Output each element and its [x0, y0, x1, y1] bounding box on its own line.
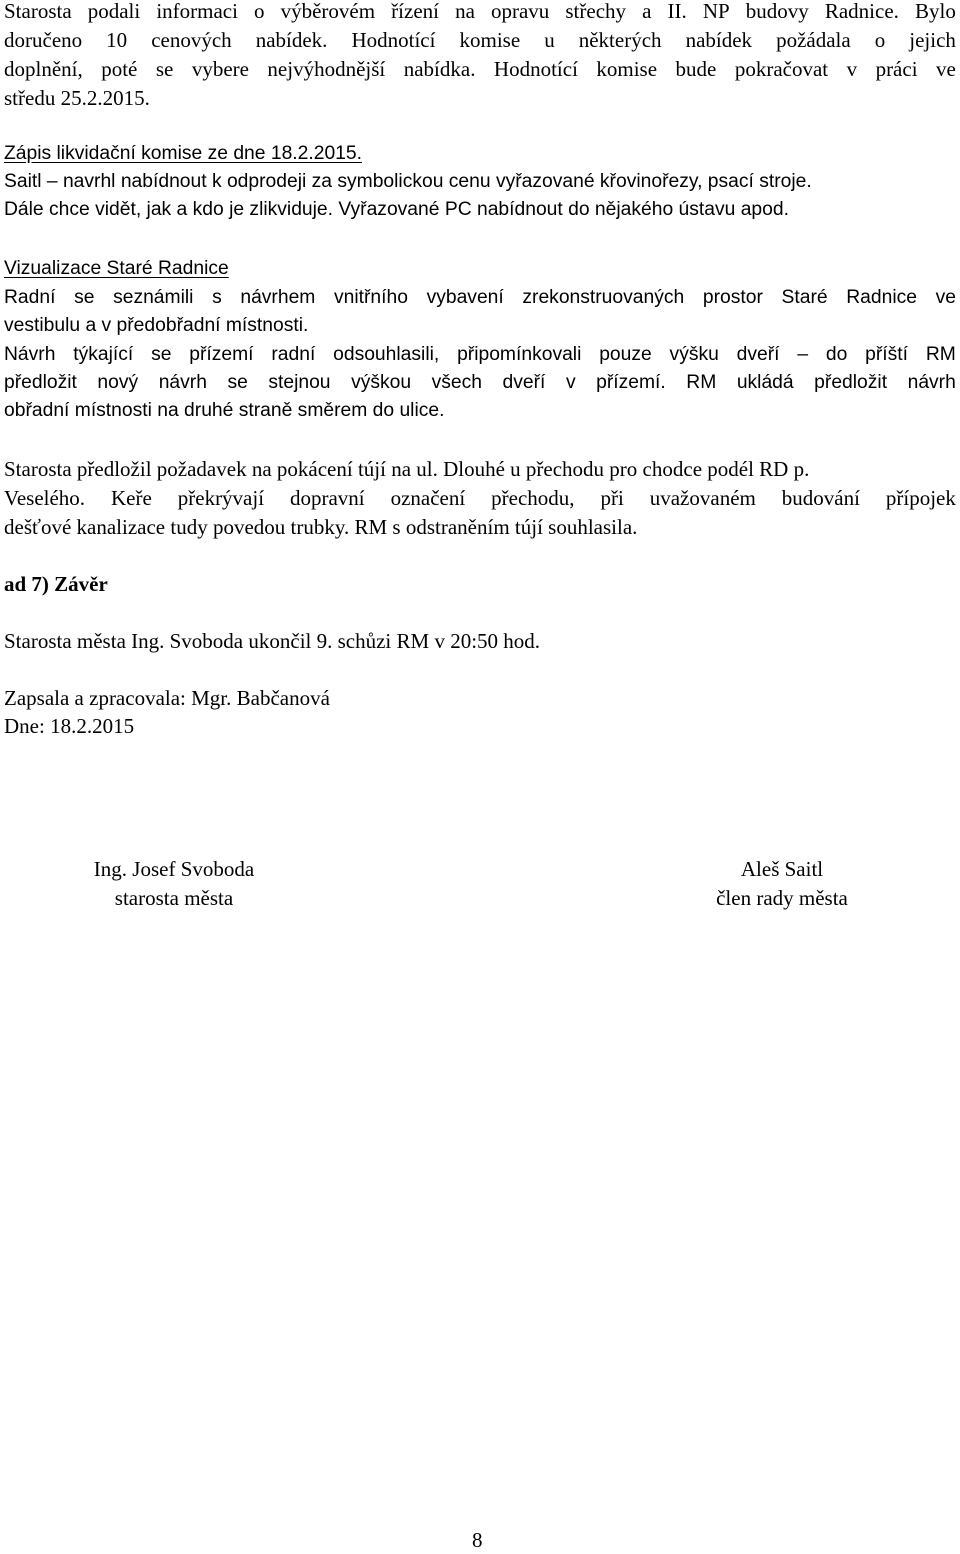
- tender-line-4: středu 25.2.2015.: [4, 86, 150, 110]
- trees-line-3: dešťové kanalizace tudy povedou trubky. RM s odstraněním tújí souhlasila.: [4, 515, 638, 539]
- page-number: 8: [472, 1528, 483, 1552]
- visualization-line-4: předložit nový návrh se stejnou výškou všech dveří v přízemí. RM ukládá předložit návrh: [4, 372, 956, 393]
- trees-line-2: Veselého. Keře překrývají dopravní označení přechodu, při uvažovaném budování přípojek: [4, 486, 956, 510]
- signature-left-name: Ing. Josef Svoboda: [93, 857, 255, 881]
- tender-line-2: doručeno 10 cenových nabídek. Hodnotící komise u některých nabídek požádala o jejich: [4, 28, 956, 52]
- signature-right-role: člen rady města: [716, 886, 848, 910]
- tender-line-3: doplnění, poté se vybere nejvýhodnější nabídka. Hodnotící komise bude pokračovat v práci ve: [4, 57, 956, 81]
- visualization-line-2: vestibulu a v předobřadní místnosti.: [4, 315, 309, 336]
- liquidation-line-2: Dále chce vidět, jak a kdo je zlikviduje. Vyřazované PC nabídnout do nějakého ústavu apod.: [4, 199, 789, 220]
- record-date: Dne: 18.2.2015: [4, 714, 135, 738]
- liquidation-heading: Zápis likvidační komise ze dne 18.2.2015.: [4, 143, 362, 164]
- liquidation-line-1: Saitl – navrhl nabídnout k odprodeji za symbolickou cenu vyřazované křovinořezy, psací stroje.: [4, 171, 812, 192]
- conclusion-text: Starosta města Ing. Svoboda ukončil 9. schůzi RM v 20:50 hod.: [4, 629, 541, 653]
- visualization-heading: Vizualizace Staré Radnice: [4, 258, 229, 279]
- signature-right-name: Aleš Saitl: [740, 857, 824, 881]
- recorded-by: Zapsala a zpracovala: Mgr. Babčanová: [4, 686, 330, 710]
- trees-line-1: Starosta předložil požadavek na pokácení tújí na ul. Dlouhé u přechodu pro chodce podél RD p.: [4, 457, 810, 481]
- conclusion-heading: ad 7) Závěr: [4, 572, 108, 596]
- signature-right: [672, 855, 892, 913]
- visualization-line-1: Radní se seznámili s návrhem vnitřního vybavení zrekonstruovaných prostor Staré Radnice ve: [4, 287, 956, 308]
- signature-left-role: starosta města: [114, 886, 234, 910]
- tender-line-1: Starosta podali informaci o výběrovém řízení na opravu střechy a II. NP budovy Radnice. Bylo: [4, 0, 956, 23]
- visualization-line-3: Návrh týkající se přízemí radní odsouhlasili, připomínkovali pouze výšku dveří – do příští RM: [4, 344, 956, 365]
- visualization-line-5: obřadní místnosti na druhé straně směrem do ulice.: [4, 400, 445, 421]
- signature-left: [64, 855, 284, 913]
